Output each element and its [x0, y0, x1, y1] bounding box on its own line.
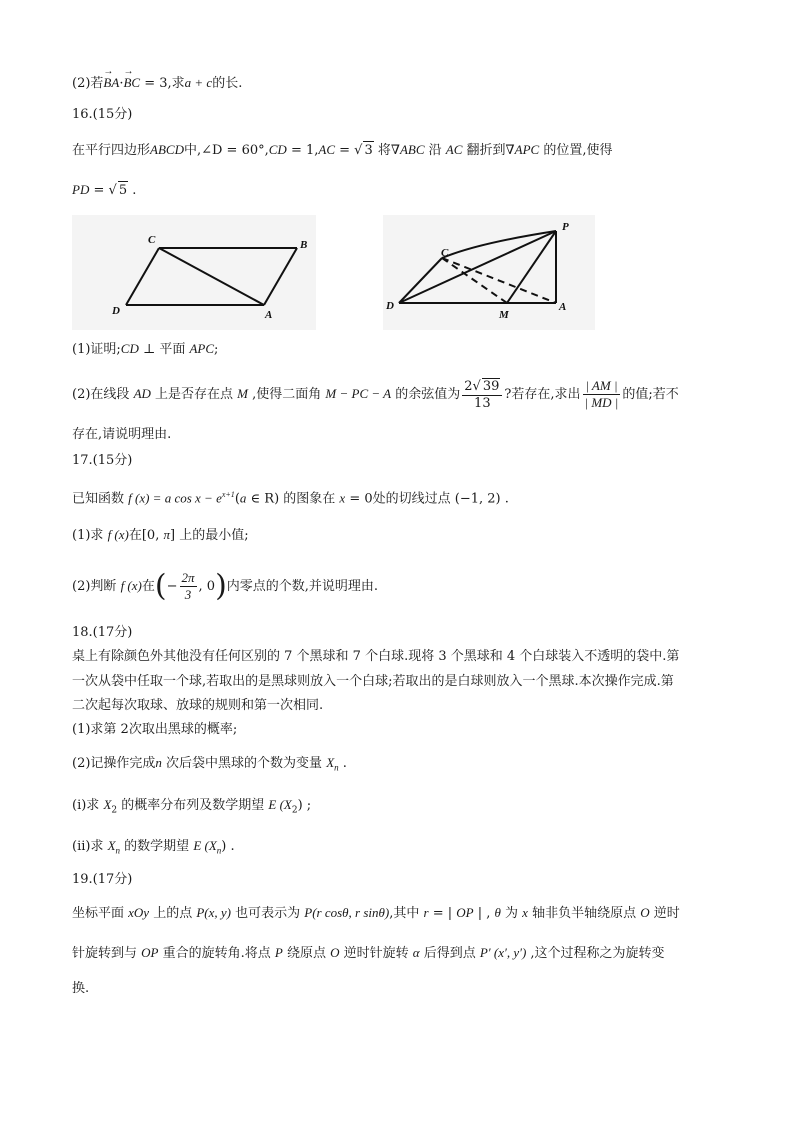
expr: f (x) = a cos x − e: [128, 490, 222, 506]
q18-part2: [72, 754, 347, 777]
q16-part1: [72, 340, 218, 359]
q16-part2: [72, 374, 679, 415]
vector-bc: → BC: [123, 74, 140, 92]
q18-stem-line2: 一次从袋中任取一个球,若取出的是黑球则放入一个白球;若取出的是白球则放入一个黑球.本次操作完成.第: [72, 674, 674, 689]
var: OP: [456, 905, 474, 920]
expr: P′ (x′, y′): [479, 945, 527, 960]
text: 坐标平面: [72, 906, 129, 921]
text: (1)证明;: [72, 342, 121, 357]
var: xOy: [128, 905, 150, 920]
var: X: [107, 838, 116, 853]
text: ,其中: [389, 906, 424, 921]
var: APC: [189, 341, 215, 356]
text: 2: [464, 378, 473, 394]
fraction-ratio: [583, 378, 621, 411]
text: 将∇: [373, 143, 400, 158]
text: 在: [141, 579, 155, 594]
label-a: A: [559, 301, 567, 313]
var: r: [423, 905, 429, 920]
text: 已知函数: [72, 491, 129, 507]
var: AD: [133, 386, 151, 401]
text: (ii)求: [72, 839, 108, 854]
text: (2)记操作完成: [72, 756, 156, 771]
q18-stem-line1: 桌上有除颜色外其他没有任何区别的 7 个黑球和 7 个白球.现将 3 个黑球和 4 个白球装入不透明的袋中.第: [72, 649, 680, 664]
var: ABCD: [150, 142, 184, 157]
text: (2)若: [72, 76, 104, 91]
text: 翻折到∇: [462, 143, 515, 158]
text: 的值;若不: [622, 387, 679, 402]
text: 上的点: [149, 906, 197, 921]
var: M: [237, 386, 249, 401]
text: ⊥ 平面: [138, 342, 190, 357]
var: x: [522, 905, 528, 920]
var: O: [640, 905, 650, 920]
subscript: n: [115, 845, 121, 856]
label-a: A: [265, 309, 273, 321]
expr: E (X: [268, 797, 292, 812]
text: 的长.: [212, 76, 243, 91]
var: ABC: [399, 142, 425, 157]
text: = 0处的切线过点 (−1, 2) .: [345, 491, 509, 507]
subscript: 2: [291, 805, 298, 816]
q18-part1: (1)求第 2次取出黑球的概率;: [72, 722, 238, 737]
var: M − PC − A: [325, 386, 392, 401]
text: 内零点的个数,并说明理由.: [226, 579, 379, 594]
label-d: D: [112, 305, 120, 317]
text: (2)在线段: [72, 387, 134, 402]
q18-header: 18.(17分): [72, 625, 133, 640]
var: CD: [120, 341, 139, 356]
var: AC: [445, 142, 463, 157]
text: ) .: [221, 839, 235, 854]
expr: f (x): [120, 578, 142, 593]
figure-bg: [72, 215, 316, 330]
var: O: [330, 945, 340, 960]
label-d: D: [386, 300, 394, 312]
text: | MD |: [584, 395, 619, 410]
label-p: P: [562, 221, 569, 233]
text: | AM |: [583, 378, 621, 395]
expr: a + c: [184, 75, 213, 90]
subscript: 2: [111, 805, 118, 816]
left-paren: (: [154, 568, 167, 604]
var: AC: [318, 142, 335, 157]
q16-header: 16.(15分): [72, 107, 133, 122]
label-m: M: [499, 309, 509, 321]
q19-stem-line1: [72, 904, 680, 923]
q19-stem-line2: [72, 944, 665, 963]
sqrt-arg: 39: [482, 378, 500, 394]
text: ,这个过程称之为旋转变: [526, 946, 665, 961]
exponent: x+1: [221, 490, 235, 499]
text: ;: [214, 342, 219, 357]
var: n: [155, 755, 162, 770]
text: (1)求: [72, 528, 108, 543]
text: ] 上的最小值;: [169, 528, 249, 543]
text: 轴非负半轴绕原点: [527, 906, 641, 921]
text: ∈ R) 的图象在: [246, 491, 340, 507]
text: 后得到点: [419, 946, 480, 961]
label-c: C: [441, 247, 449, 259]
text: 上是否存在点: [150, 387, 238, 402]
var: a: [239, 490, 247, 506]
text: ,使得二面角: [248, 387, 326, 402]
right-paren: ): [215, 568, 227, 604]
text: (2)判断: [72, 579, 121, 594]
q18-part2-ii: [72, 837, 235, 860]
text: 在[0,: [128, 528, 164, 543]
var: PD: [72, 182, 90, 197]
q15-part2-line: [72, 74, 242, 93]
var: OP: [141, 945, 159, 960]
text: ) ;: [297, 798, 312, 813]
text: −: [166, 579, 178, 594]
fraction-cosine: $\frac{2√ 39}{13}$: [462, 378, 502, 412]
q19-header: 19.(17分): [72, 872, 133, 887]
text: = |: [428, 906, 457, 921]
text: 逆时: [649, 906, 680, 921]
var: α: [412, 945, 420, 960]
var: CD: [268, 142, 287, 157]
expr: E (X: [193, 838, 217, 853]
var: X: [326, 755, 335, 770]
q17-part1: [72, 526, 249, 545]
text: =: [335, 143, 355, 158]
var: x: [339, 490, 346, 506]
q16-stem-line1: 在平行四边形ABCD中,∠D = 60°,CD = 1,AC = √ 3 将∇ABC 沿 AC 翻折到∇APC 的位置,使得: [72, 142, 613, 158]
subscript: n: [216, 845, 222, 856]
text: 的概率分布列及数学期望: [117, 798, 269, 813]
text: | ,: [473, 906, 495, 921]
text: ·: [119, 76, 124, 91]
text: 在平行四边形: [72, 143, 151, 158]
text: (: [234, 491, 240, 507]
text: 2π: [181, 570, 195, 585]
q19-stem-line3: 换.: [72, 981, 90, 996]
text: 针旋转到与: [72, 946, 142, 961]
text: 为: [500, 906, 523, 921]
text: 的余弦值为: [391, 387, 461, 402]
q16-part2-cont: 存在,请说明理由.: [72, 427, 172, 442]
var: P: [274, 945, 283, 960]
text: 沿: [424, 143, 446, 158]
label-c: C: [148, 234, 156, 246]
text: .: [338, 756, 347, 771]
q17-header: 17.(15分): [72, 453, 133, 468]
vector-ba: → BA: [103, 74, 119, 92]
var: APC: [514, 142, 540, 157]
sqrt-arg: 5: [118, 183, 128, 198]
var: π: [163, 527, 170, 542]
text: 中,∠D = 60°,: [183, 143, 269, 158]
expr: f (x): [107, 527, 129, 542]
expr: P(r cosθ, r sinθ): [304, 905, 390, 920]
expr: P(x, y): [196, 905, 231, 920]
text: 的位置,使得: [539, 143, 613, 158]
q18-stem-line3: 二次起每次取球、放球的规则和第一次相同.: [72, 698, 324, 713]
q18-part2-i: [72, 796, 311, 820]
fraction-2pi-3: [180, 570, 197, 603]
parallelogram-figure: [72, 215, 316, 330]
text: .: [128, 183, 137, 198]
text: 绕原点: [282, 946, 331, 961]
text: = 1,: [286, 143, 319, 158]
text: =: [89, 183, 109, 198]
text: 次后袋中黑球的个数为变量: [161, 756, 327, 771]
text: (i)求: [72, 798, 104, 813]
sqrt-arg: 3: [364, 143, 373, 158]
text: 13: [474, 395, 491, 411]
pyramid-figure: [383, 215, 595, 330]
text: , 0: [198, 579, 216, 594]
q17-part2: [72, 566, 378, 607]
q16-stem-line2: PD = √ 5 .: [72, 182, 137, 198]
var: X: [103, 797, 112, 812]
q17-stem: [72, 486, 509, 508]
var: θ: [494, 905, 501, 920]
text: 重合的旋转角.将点: [158, 946, 275, 961]
subscript: n: [334, 762, 339, 773]
label-b: B: [300, 239, 308, 251]
text: 的数学期望: [120, 839, 194, 854]
text: 3: [184, 587, 192, 602]
text: 也可表示为: [230, 906, 305, 921]
text: ?若存在,求出: [504, 387, 581, 402]
text: 逆时针旋转: [339, 946, 413, 961]
text: = 3,求: [140, 76, 185, 91]
